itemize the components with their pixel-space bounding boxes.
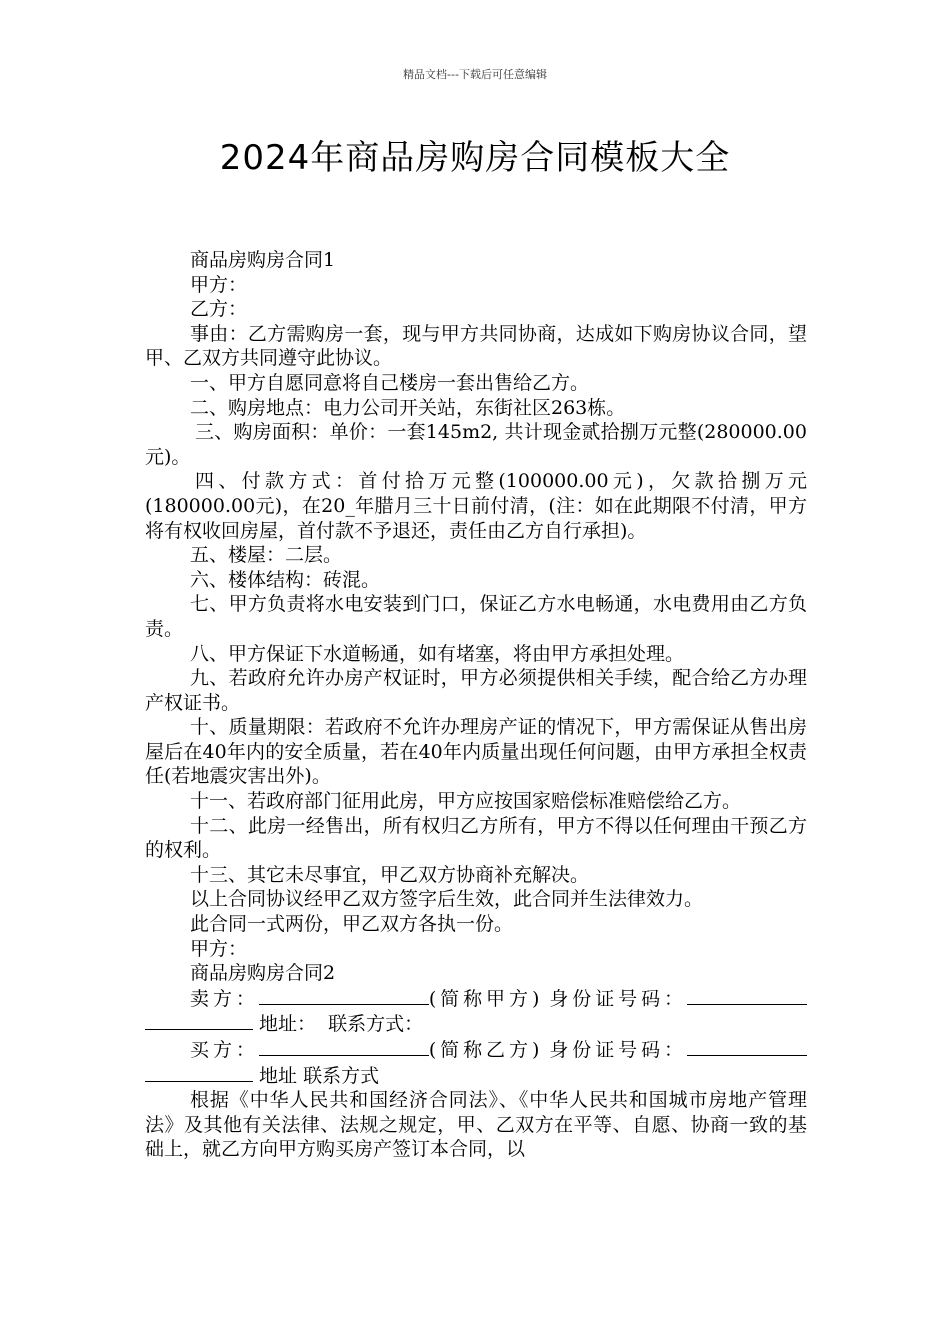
seller-addr-label: 地址：: [259, 1013, 317, 1036]
buyer-addr-label: 地址: [259, 1064, 298, 1087]
clause-9: 九、若政府允许办房产权证时，甲方必须提供相关手续，配合给乙方办理产权证书。: [145, 667, 807, 714]
seller-id-blank: [687, 986, 807, 1005]
seller-id-label: 身份证号码：: [549, 987, 687, 1010]
buyer-id-blank: [687, 1037, 807, 1056]
copies-paragraph: 此合同一式两份，甲乙双方各执一份。: [190, 913, 514, 936]
clause-7: 七、甲方负责将水电安装到门口，保证乙方水电畅通，水电费用由乙方负责。: [145, 593, 807, 640]
party-b-line: 乙方：: [190, 298, 248, 321]
clause-5: 五、楼屋：二层。: [190, 544, 343, 567]
reason-paragraph: 事由：乙方需购房一套，现与甲方共同协商，达成如下购房协议合同，望甲、乙双方共同遵守此协议。: [145, 322, 807, 370]
clause-11: 十一、若政府部门征用此房，甲方应按国家赔偿标准赔偿给乙方。: [190, 790, 742, 813]
clause-8: 八、甲方保证下水道畅通，如有堵塞，将由甲方承担处理。: [190, 642, 685, 665]
buyer-name-blank: [259, 1037, 429, 1056]
effect-paragraph: 以上合同协议经甲乙双方签字后生效，此合同并生法律效力。: [190, 888, 704, 911]
buyer-contact-label: 联系方式: [303, 1064, 380, 1087]
buyer-line: [145, 1037, 807, 1088]
party-a-line: 甲方：: [190, 273, 248, 296]
clause-4: 四、付款方式：首付拾万元整(100000.00元)，欠款拾捌万元(180000.00元)，在20_年腊月三十日前付清，(注：如在此期限不付清，甲方将有权收回房屋，首付款不予退还，责任由乙方自行承担)。: [145, 470, 807, 542]
seller-name-blank: [259, 986, 429, 1005]
preamble-paragraph: 根据《中华人民共和国经济合同法》、《中华人民共和国城市房地产管理法》及其他有关法律、法规之规定，甲、乙双方在平等、自愿、协商一致的基础上，就乙方向甲方购买房产签订本合同，以: [145, 1089, 807, 1161]
seller-id-blank-cont: [145, 1011, 253, 1030]
document-body: [145, 248, 807, 1162]
document-title: 2024年商品房购房合同模板大全: [219, 138, 731, 178]
clause-13: 十三、其它未尽事宜，甲乙双方协商补充解决。: [190, 863, 590, 886]
clause-2: 二、购房地点：电力公司开关站，东街社区263栋。: [190, 396, 626, 419]
sign-a-line: 甲方：: [190, 937, 248, 960]
clause-1: 一、甲方自愿同意将自己楼房一套出售给乙方。: [190, 371, 590, 394]
clause-6: 六、楼体结构：砖混。: [190, 568, 381, 591]
contract1-heading: 商品房购房合同1: [190, 249, 336, 271]
buyer-id-blank-cont: [145, 1063, 253, 1082]
clause-10: 十、质量期限：若政府不允许办理房产证的情况下，甲方需保证从售出房屋后在40年内的安全质量，若在40年内质量出现任何问题，由甲方承担全权责任(若地震灾害出外)。: [145, 716, 807, 788]
seller-contact-label: 联系方式：: [328, 1013, 424, 1036]
seller-label: 卖方：: [190, 987, 259, 1010]
clause-3: 三、购房面积：单价：一套145m2, 共计现金贰拾捌万元整(280000.00元)。: [145, 421, 807, 468]
clause-12: 十二、此房一经售出，所有权归乙方所有，甲方不得以任何理由干预乙方的权利。: [145, 814, 807, 862]
buyer-abbr: (简称乙方): [428, 1039, 540, 1061]
seller-line: [145, 986, 807, 1037]
contract2-heading: 商品房购房合同2: [190, 962, 336, 985]
buyer-label: 买方：: [190, 1039, 259, 1061]
header-note: 精品文档---下载后可任意编辑: [403, 68, 547, 81]
seller-abbr: (简称甲方): [428, 987, 540, 1010]
buyer-id-label: 身份证号码：: [549, 1039, 687, 1061]
